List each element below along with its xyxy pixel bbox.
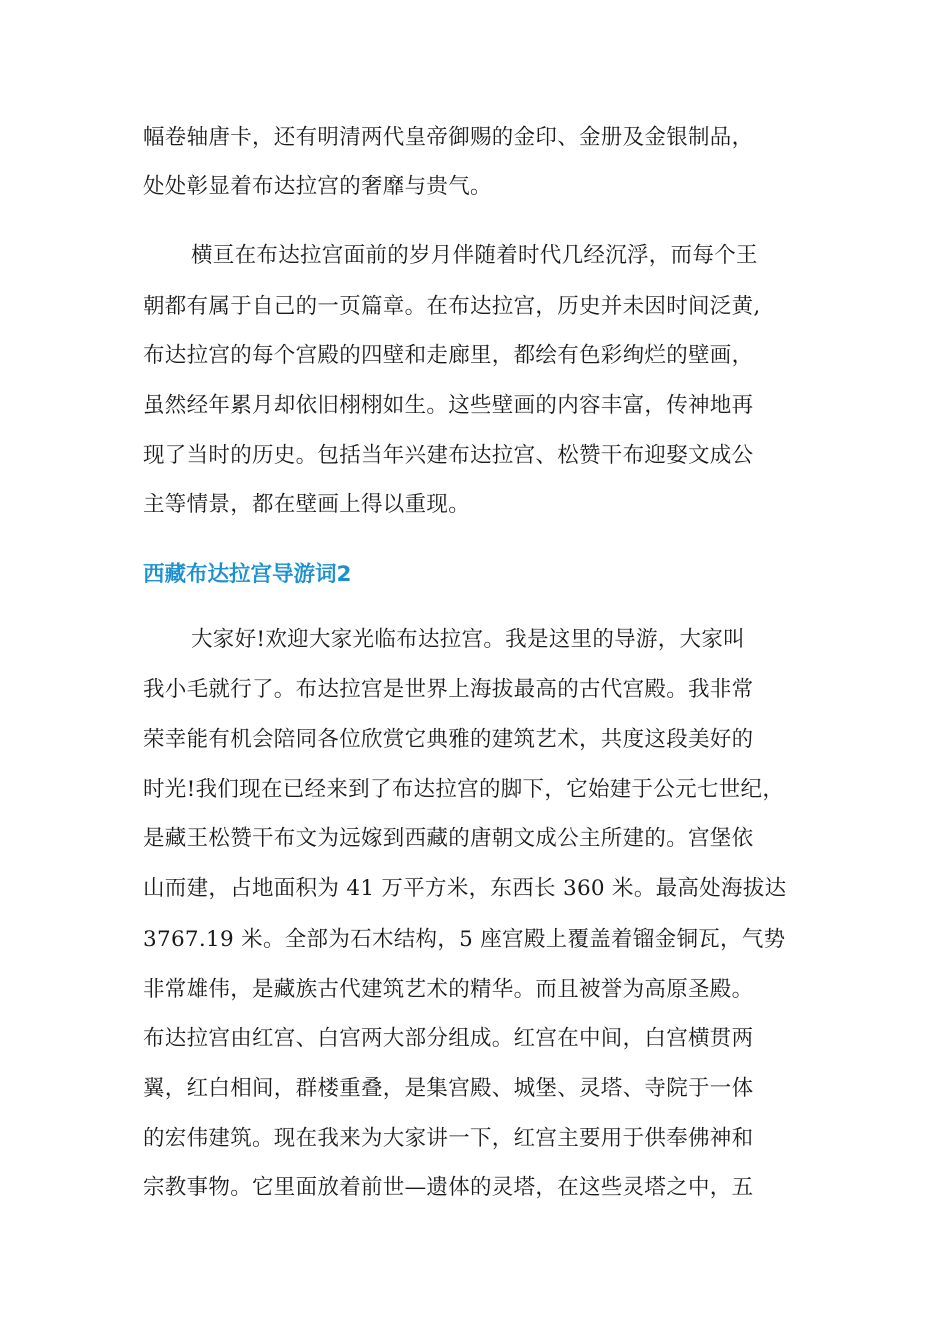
- section-heading: 西藏布达拉宫导游词2: [143, 562, 352, 587]
- paragraph-line: 我小毛就行了。布达拉宫是世界上海拔最高的古代宫殿。我非常: [143, 677, 754, 702]
- paragraph-line: 非常雄伟，是藏族古代建筑艺术的精华。而且被誉为高原圣殿。: [143, 977, 754, 1002]
- paragraph-line: 宗教事物。它里面放着前世—遗体的灵塔，在这些灵塔之中，五: [143, 1175, 754, 1200]
- paragraph-line: 幅卷轴唐卡，还有明清两代皇帝御赐的金印、金册及金银制品，: [143, 125, 754, 150]
- paragraph-line: 3767.19 米。全部为石木结构，5 座宫殿上覆盖着镏金铜瓦，气势: [143, 927, 786, 952]
- paragraph-line: 荣幸能有机会陪同各位欣赏它典雅的建筑艺术，共度这段美好的: [143, 727, 754, 752]
- paragraph-line: 虽然经年累月却依旧栩栩如生。这些壁画的内容丰富，传神地再: [143, 393, 754, 418]
- paragraph-line: 的宏伟建筑。现在我来为大家讲一下，红宫主要用于供奉佛神和: [143, 1126, 754, 1151]
- paragraph-line: 现了当时的历史。包括当年兴建布达拉宫、松赞干布迎娶文成公: [143, 443, 754, 468]
- paragraph-line: 时光!我们现在已经来到了布达拉宫的脚下，它始建于公元七世纪，: [143, 777, 785, 802]
- paragraph-line: 山而建，占地面积为 41 万平方米，东西长 360 米。最高处海拔达: [143, 876, 787, 901]
- paragraph-line: 大家好!欢迎大家光临布达拉宫。我是这里的导游，大家叫: [191, 627, 745, 652]
- paragraph-line: 主等情景，都在壁画上得以重现。: [143, 492, 471, 517]
- paragraph-line: 布达拉宫由红宫、白宫两大部分组成。红宫在中间，白宫横贯两: [143, 1026, 754, 1051]
- paragraph-line: 朝都有属于自己的一页篇章。在布达拉宫，历史并未因时间泛黄,: [143, 294, 761, 319]
- paragraph-line: 布达拉宫的每个宫殿的四壁和走廊里，都绘有色彩绚烂的壁画，: [143, 343, 754, 368]
- paragraph-line: 是藏王松赞干布文为远嫁到西藏的唐朝文成公主所建的。宫堡依: [143, 826, 754, 851]
- paragraph-line: 横亘在布达拉宫面前的岁月伴随着时代几经沉浮，而每个王: [191, 243, 758, 268]
- paragraph-line: 处处彰显着布达拉宫的奢靡与贵气。: [143, 174, 492, 199]
- paragraph-line: 翼，红白相间，群楼重叠，是集宫殿、城堡、灵塔、寺院于一体: [143, 1076, 754, 1101]
